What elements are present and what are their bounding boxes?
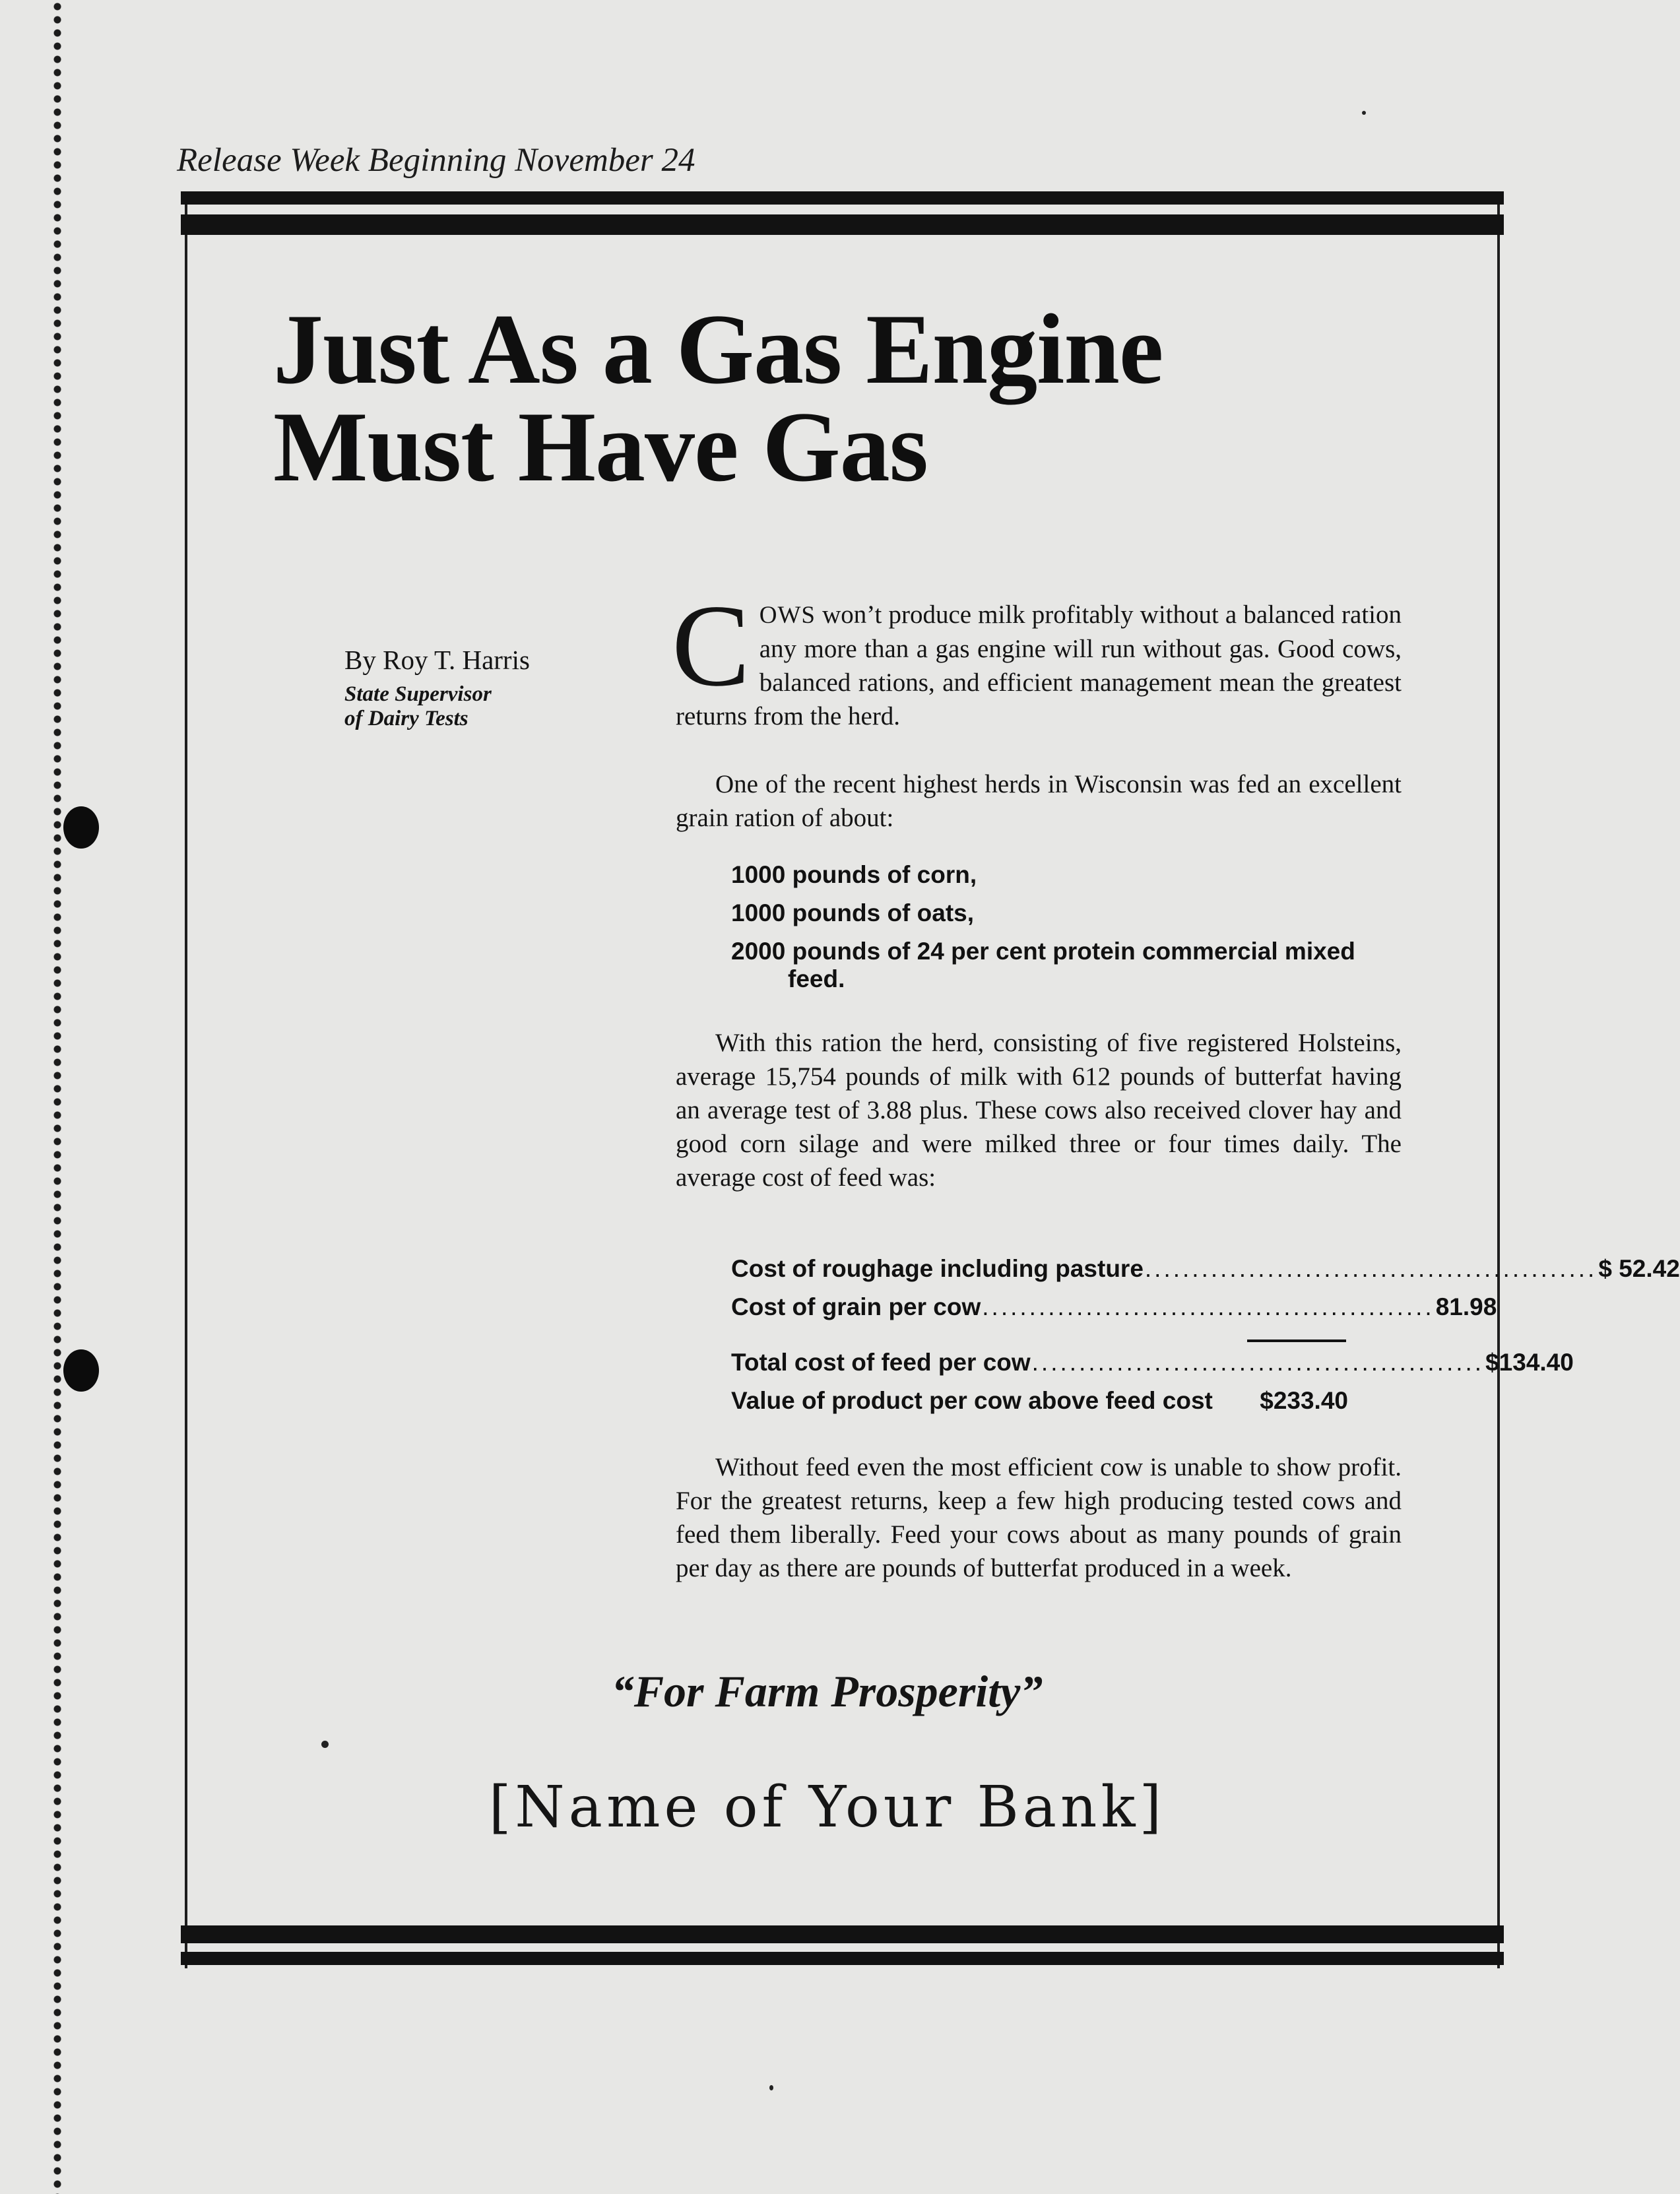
author-title xyxy=(344,682,492,731)
author-title-line-2: of Dairy Tests xyxy=(344,707,468,730)
top-rule-thick xyxy=(181,214,1504,235)
cost-amount: $ 52.42 xyxy=(1598,1255,1680,1282)
headline xyxy=(273,294,1163,502)
headline-line-2: Must Have Gas xyxy=(273,391,928,502)
binding-holes xyxy=(50,0,65,2194)
ink-speck xyxy=(1362,111,1366,115)
cost-label: Cost of roughage including pasture xyxy=(731,1255,1144,1282)
intro-paragraph xyxy=(672,580,1402,733)
bottom-rule-thick xyxy=(181,1925,1504,1943)
dot-leader: ................................................ xyxy=(982,1293,1435,1320)
cost-row-value xyxy=(731,1387,1348,1425)
dot-leader: ................................................ xyxy=(1144,1255,1598,1282)
ration-intro-paragraph: One of the recent highest herds in Wisconsin was fed an excellent grain ration of about: xyxy=(676,770,1402,832)
cost-label: Total cost of feed per cow xyxy=(731,1349,1031,1376)
bank-name-placeholder: [Name of Your Bank] xyxy=(488,1774,1166,1840)
sum-rule xyxy=(1247,1339,1346,1342)
cost-amount: $233.40 xyxy=(1260,1387,1348,1414)
author-title-line-1: State Supervisor xyxy=(344,682,492,706)
cost-row-grain xyxy=(731,1293,1497,1332)
punch-hole xyxy=(63,1349,99,1392)
ration-item: 2000 pounds of 24 per cent protein commercial mixed feed. xyxy=(731,938,1355,992)
dot-leader: ................................................ xyxy=(1031,1349,1485,1376)
cost-row-total xyxy=(731,1349,1574,1387)
ration-item: 1000 pounds of oats, xyxy=(731,899,975,926)
intro-smallcaps: OWS xyxy=(759,602,816,629)
ration-list xyxy=(731,861,1365,1004)
herd-results-paragraph: With this ration the herd, consisting of five registered Holsteins, average 15,754 pounds of milk with 612 pounds of butterfat having an average test of 3.88 plus. These cows also received clover hay and good corn silage and were milked three or four times daily. The average cost of feed was: xyxy=(676,1029,1402,1192)
cost-amount: $134.40 xyxy=(1485,1349,1574,1376)
bottom-rule-thin xyxy=(181,1952,1504,1965)
punch-hole xyxy=(63,806,99,849)
top-rule-thin xyxy=(181,191,1504,205)
release-date: Release Week Beginning November 24 xyxy=(177,142,695,179)
headline-line-1: Just As a Gas Engine xyxy=(273,294,1163,404)
author-byline: By Roy T. Harris xyxy=(344,645,530,675)
slogan: “For Farm Prosperity” xyxy=(611,1666,1043,1716)
closing-paragraph: Without feed even the most efficient cow is unable to show profit. For the greatest returns, keep a few high producing tested cows and feed them liberally. Feed your cows about as many pounds of grain per day as there are pounds of butterfat produced in a week. xyxy=(676,1453,1402,1582)
cost-label: Value of product per cow above feed cost xyxy=(731,1387,1213,1414)
cost-amount: 81.98 xyxy=(1435,1293,1497,1320)
cost-row-roughage xyxy=(731,1255,1680,1293)
ink-speck xyxy=(769,2085,773,2090)
intro-text: won’t produce milk profitably without a balanced ration any more than a gas engine will run without gas. Good cows, balanced rations, and efficient management mean the greatest returns from the herd. xyxy=(676,600,1402,730)
ration-item: 1000 pounds of corn, xyxy=(731,861,977,888)
cost-label: Cost of grain per cow xyxy=(731,1293,981,1320)
drop-cap: C xyxy=(672,580,750,711)
